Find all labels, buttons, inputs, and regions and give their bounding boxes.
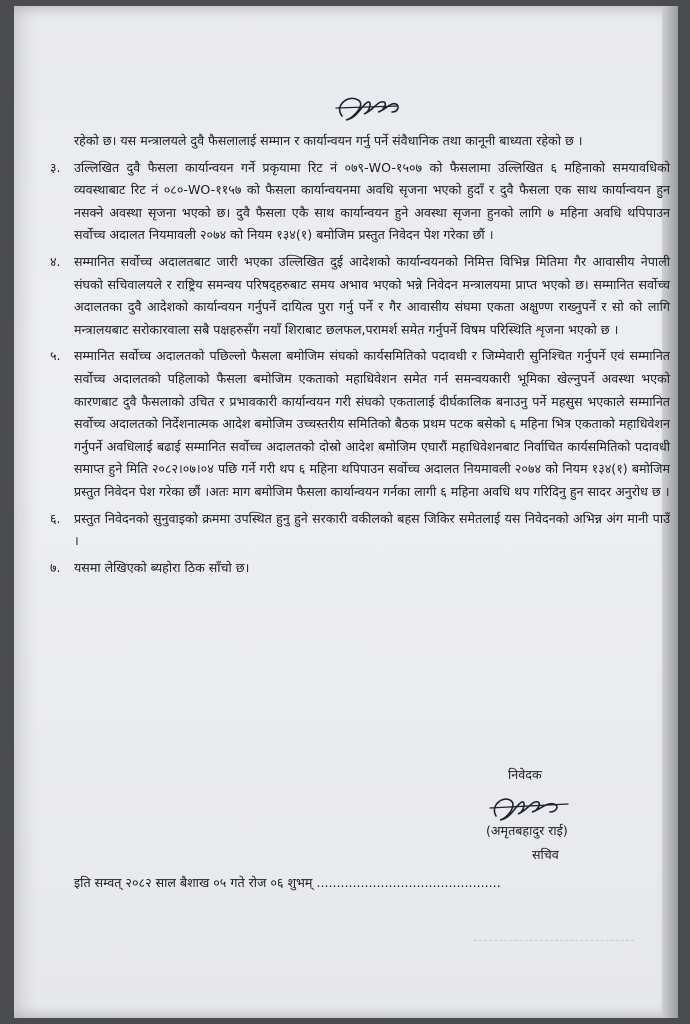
item-number: ५. bbox=[50, 348, 61, 364]
list-item bbox=[50, 508, 670, 553]
item-number: ७. bbox=[50, 559, 61, 575]
list-item bbox=[50, 557, 670, 580]
list-item bbox=[50, 251, 670, 341]
applicant-block bbox=[482, 764, 682, 786]
applicant-label: निवेदक bbox=[508, 767, 542, 782]
list-item bbox=[50, 157, 670, 247]
list-item bbox=[50, 345, 670, 503]
item-number: ३. bbox=[50, 159, 61, 175]
item-text: प्रस्तुत निवेदनको सुनुवाइको क्रममा उपस्थित हुनु हुने सरकारी वकीलको बहस जिकिर समेतलाई यस निवेदनको अभिन्न अंग मानी पाउँ । bbox=[74, 510, 670, 549]
top-signature-image bbox=[328, 88, 410, 128]
faint-divider bbox=[474, 940, 634, 941]
item-number: ६. bbox=[50, 510, 61, 526]
item-text: उल्लिखित दुवै फैसला कार्यान्वयन गर्ने प्रकृयामा रिट नं ०७९-WO-१५०७ को फैसलामा उल्लिखित ६ महिनाको समयावधिको व्यवस्थाबाट रिट नं ०८०-WO-११५७ को फैसला कार्यान्वयनमा अवधि सृजना भएको हुदाँ र दुवै फैसला एक साथ कार्यान्वयन हुन नसक्ने अवस्था सृजना भएको छ। दुवै फैसला एकै साथ कार्यान्वयन हुने अवस्था सृजना हुनको लागि ७ महिना अवधि थपिपाउन सर्वोच्च अदालत नियमावली २०७४ को नियम १३४(१) बमोजिम प्रस्तुत निवेदन पेश गरेका छौं । bbox=[74, 159, 670, 243]
intro-paragraph: रहेको छ। यस मन्त्रालयले दुवै फैसलालाई सम्मान र कार्यान्वयन गर्नु पर्ने संवैधानिक तथा कानूनी बाध्यता रहेको छ । bbox=[74, 133, 583, 148]
signatory-title: सचिव bbox=[532, 847, 559, 862]
item-text: यसमा लेखिएको ब्यहोरा ठिक साँचो छ। bbox=[74, 559, 250, 575]
item-text: सम्मानित सर्वोच्च अदालतबाट जारी भएका उल्लिखित दुई आदेशको कार्यान्वयनको निमित्त विभिन्न मितिमा गैर आवासीय नेपाली संघको सचिवालयले र राष्ट्रिय समन्वय परिषद्हरुबाट समय अभाव भएको भन्ने निवेदन मन्त्रालयमा प्राप्त भएको छ। सम्मानित सर्वोच्च अदालतका दुवै आदेशको कार्यान्वयन गर्नुपर्ने दायित्व पुरा गर्नु पर्ने र गैर आवासीय संघमा एकता अक्षुण्ण राख्नुपर्ने र सो को लागि मन्त्रालयबाट सरोकारवाला सबै पक्षहरुसँग नयाँ शिराबाट छलफल,परामर्श समेत गर्नुपर्ने विषम परिस्थिति शृजना भएको छ । bbox=[74, 253, 670, 337]
date-line: इति सम्वत् २०८२ साल बैशाख ०५ गते रोज ०६ शुभम् .............................................. bbox=[74, 875, 501, 890]
item-text: सम्मानित सर्वोच्च अदालतको पछिल्लो फैसला बमोजिम संघको कार्यसमितिको पदावधी र जिम्मेवारी सुनिश्चित गर्नुपर्ने एवं सम्मानित सर्वोच्च अदालतको पहिलाको फैसला बमोजिम एकताको महाधिवेशन समेत गर्न समन्वयकारी भूमिका खेल्नुपर्ने अवस्था भएको कारणबाट दुवै फैसलाको उचित र प्रभावकारी कार्यान्वयन गरी संघको एकतालाई दीर्घकालिक बनाउनु पर्ने महसुस भएकाले सम्मानित सर्वोच्च अदालतको निर्देशनात्मक आदेश बमोजिम उच्चस्तरीय समितिको बैठक प्रथम पटक बसेको ६ महिना भित्र एकताको महाधिवेशन गर्नुपर्ने अवधिलाई बढाई सम्मानित सर्वोच्च अदालतको दोस्रो आदेश बमोजिम एघारौं महाधिवेशनबाट निर्वाचित कार्यसमितिको पदावधी समाप्त हुने मिति २०८२।०७।०४ पछि गर्ने गरी थप ६ महिना थपिपाउन सर्वोच्च अदालत नियमावली २०७४ को नियम १३४(१) बमोजिम प्रस्तुत निवेदन पेश गरेका छौं ।अतः माग बमोजिम फैसला कार्यान्वयन गर्नका लागी ६ महिना अवधि थप गरिदिनु हुन सादर अनुरोध छ । bbox=[74, 348, 670, 499]
document-page bbox=[14, 6, 678, 1018]
document-body bbox=[50, 130, 670, 583]
signatory-name: (अमृतबहादुर राई) bbox=[486, 823, 568, 838]
item-number: ४. bbox=[50, 253, 61, 269]
